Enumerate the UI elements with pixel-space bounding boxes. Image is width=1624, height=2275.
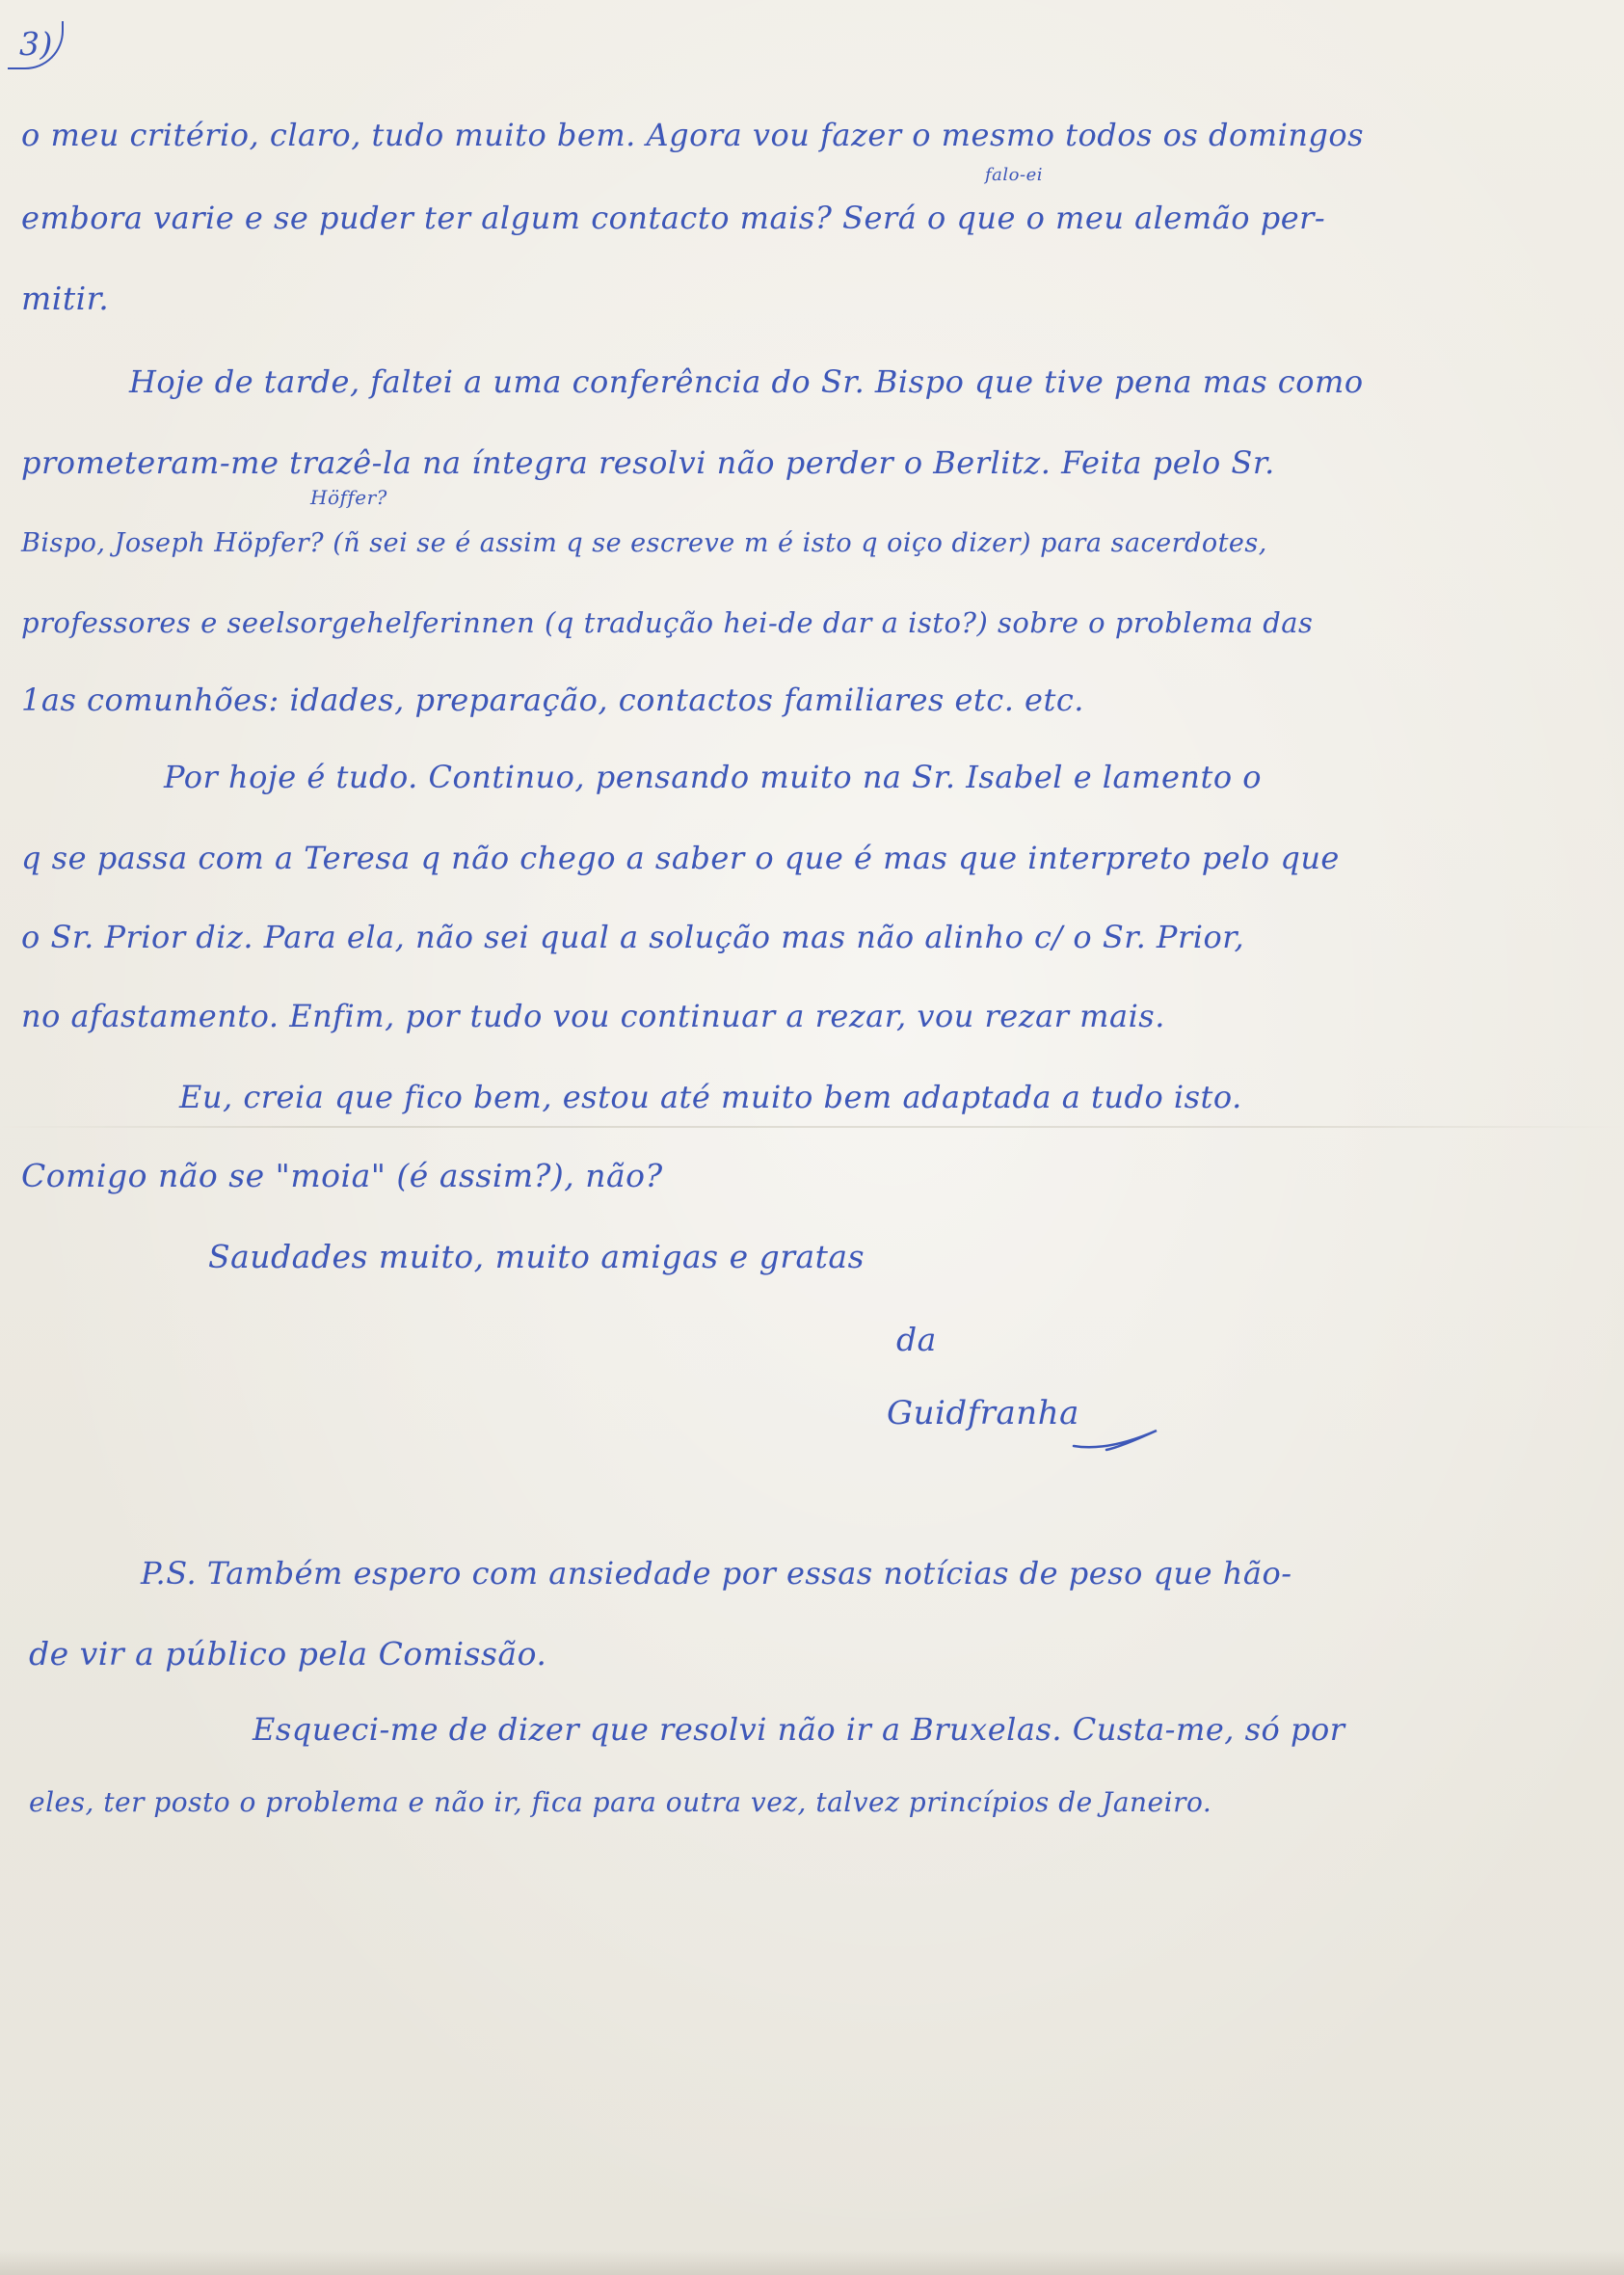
- postscript-line-3: Esqueci-me de dizer que resolvi não ir a Bruxelas. Custa-me, só por: [253, 1711, 1345, 1748]
- letter-line-10: q se passa com a Teresa q não chego a saber o que é mas que interpreto pelo que: [21, 840, 1340, 876]
- letter-line-6: Bispo, Joseph Höpfer? (ñ sei se é assim q se escreve m é isto q oiço dizer) para sacerdotes,: [21, 528, 1267, 558]
- insertion-above-name: Höffer?: [310, 486, 387, 509]
- insertion-above-mais: falo-ei: [985, 165, 1043, 185]
- page-number-text: 3): [19, 25, 53, 63]
- letter-line-13: Eu, creia que fico bem, estou até muito bem adaptada a tudo isto.: [179, 1079, 1242, 1115]
- postscript-line-4: eles, ter posto o problema e não ir, fica para outra vez, talvez princípios de Janeiro.: [29, 1786, 1212, 1818]
- paper-fold-line: [0, 1126, 1624, 1128]
- letter-line-2: embora varie e se puder ter algum contacto mais? Será o que o meu alemão per-: [21, 200, 1326, 236]
- letter-line-12: no afastamento. Enfim, por tudo vou continuar a rezar, vou rezar mais.: [21, 998, 1165, 1034]
- letter-line-11: o Sr. Prior diz. Para ela, não sei qual a solução mas não alinho c/ o Sr. Prior,: [21, 919, 1245, 955]
- letter-line-1: o meu critério, claro, tudo muito bem. Agora vou fazer o mesmo todos os domingos: [21, 117, 1365, 153]
- letter-closing-da: da: [896, 1321, 937, 1358]
- letter-line-9: Por hoje é tudo. Continuo, pensando muito na Sr. Isabel e lamento o: [164, 759, 1263, 795]
- signature-flourish: [1068, 1415, 1164, 1454]
- letter-line-3: mitir.: [21, 280, 110, 317]
- page-number: [8, 21, 62, 67]
- paper-bottom-edge: [0, 2250, 1624, 2275]
- postscript-line-2: de vir a público pela Comissão.: [29, 1635, 547, 1673]
- letter-line-14: Comigo não se "moia" (é assim?), não?: [21, 1157, 663, 1194]
- signature: Guidfranha: [887, 1394, 1079, 1432]
- letter-line-4: Hoje de tarde, faltei a uma conferência do Sr. Bispo que tive pena mas como: [129, 363, 1364, 400]
- letter-closing: Saudades muito, muito amigas e gratas: [208, 1238, 865, 1275]
- letter-line-5: prometeram-me trazê-la na íntegra resolvi não perder o Berlitz. Feita pelo Sr.: [21, 444, 1275, 481]
- letter-line-8: 1as comunhões: idades, preparação, contactos familiares etc. etc.: [21, 682, 1084, 718]
- postscript-line-1: P.S. Também espero com ansiedade por essas notícias de peso que hão-: [141, 1555, 1292, 1592]
- letter-line-7: professores e seelsorgehelferinnen (q tradução hei-de dar a isto?) sobre o problema das: [21, 606, 1314, 639]
